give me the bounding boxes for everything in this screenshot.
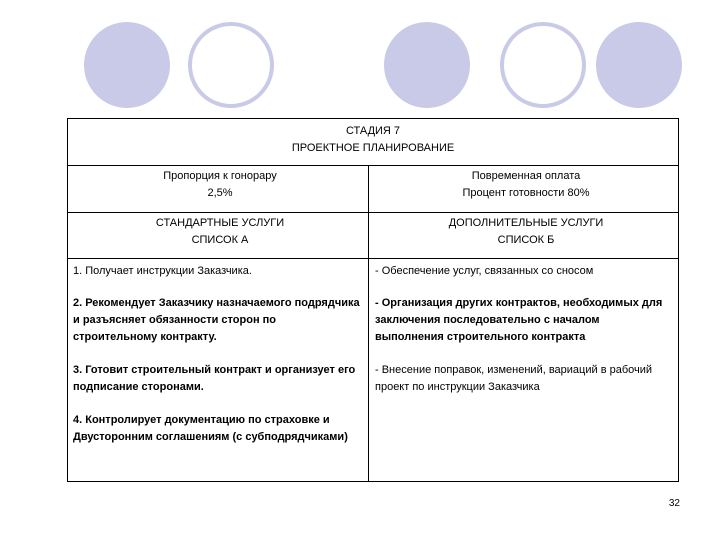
list-item: - Обеспечение услуг, связанных со сносом <box>375 265 594 277</box>
divider <box>68 212 678 213</box>
circle-decoration <box>500 22 586 108</box>
list-item: 1. Получает инструкции Заказчика. <box>73 265 252 277</box>
stage-table <box>67 118 679 482</box>
divider <box>68 258 678 259</box>
circle-decoration <box>84 22 170 108</box>
stage-header <box>68 121 678 167</box>
fee-time-value: Процент готовности 80% <box>462 187 590 199</box>
list-item: 3. Готовит строительный контракт и организует его подписание сторонами. <box>73 364 356 393</box>
circle-decoration <box>596 22 682 108</box>
fee-time-based <box>374 168 678 202</box>
additional-services-header <box>374 215 678 249</box>
additional-services-title: ДОПОЛНИТЕЛЬНЫЕ УСЛУГИ <box>448 217 604 229</box>
fee-proportion-label: Пропорция к гонорару <box>163 170 277 182</box>
standard-services-header <box>68 215 372 249</box>
decorative-circles <box>0 0 720 120</box>
stage-title: СТАДИЯ 7 <box>345 125 401 137</box>
list-item: - Внесение поправок, изменений, вариаций в рабочий проект по инструкции Заказчика <box>375 364 653 393</box>
stage-subtitle: ПРОЕКТНОЕ ПЛАНИРОВАНИЕ <box>291 142 455 154</box>
list-item: 4. Контролирует документацию по страховке и Двусторонним соглашениям (с субподрядчиками) <box>73 414 348 443</box>
circle-decoration <box>188 22 274 108</box>
additional-services-list-label: СПИСОК Б <box>497 234 555 246</box>
standard-services-list-label: СПИСОК А <box>191 234 249 246</box>
fee-time-label: Повременная оплата <box>471 170 581 182</box>
column-divider <box>368 165 369 481</box>
circle-decoration <box>384 22 470 108</box>
divider <box>68 165 678 166</box>
standard-services-title: СТАНДАРТНЫЕ УСЛУГИ <box>155 217 285 229</box>
page-number: 32 <box>668 498 680 509</box>
fee-proportion <box>68 168 372 202</box>
fee-proportion-value: 2,5% <box>207 187 233 199</box>
list-item: - Организация других контрактов, необходимых для заключения последовательно с началом выполнения строительного контракта <box>375 297 663 343</box>
list-item: 2. Рекомендует Заказчику назначаемого подрядчика и разъясняет обязанности сторон по строительному контракту. <box>73 297 360 343</box>
